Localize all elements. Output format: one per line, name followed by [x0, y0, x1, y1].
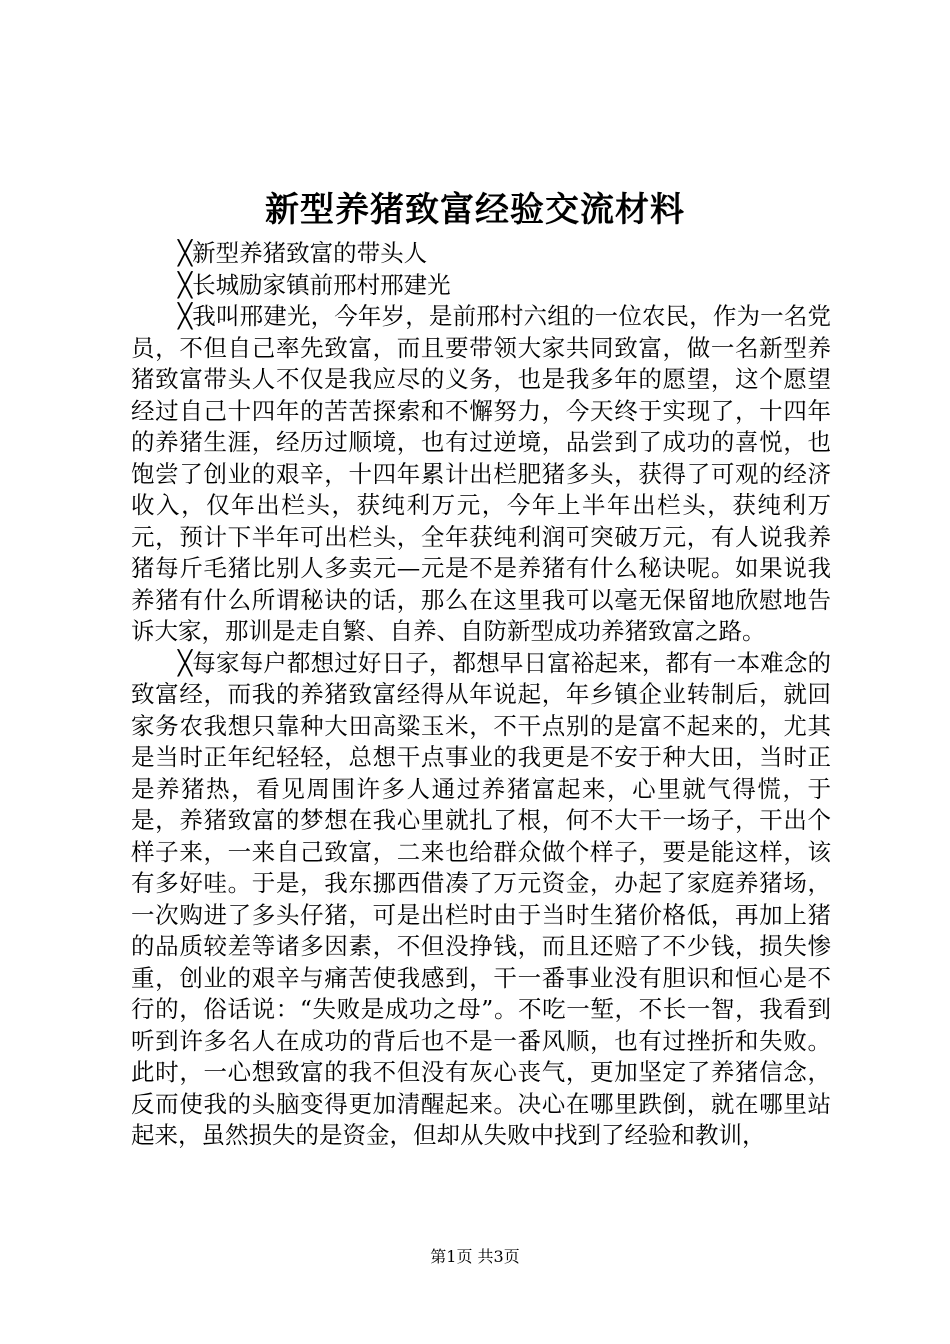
document-title: 新型养猪致富经验交流材料	[265, 190, 685, 230]
body-paragraph: ╳每家每户都想过好日子，都想早日富裕起来，都有一本难念的致富经，而我的养猪致富经得从年说起，年乡镇企业转制后，就回家务农我想只靠种大田高粱玉米，不干点别的是富不起来的，尤其是当时正年纪轻轻，总想干点事业的我更是不安于种大田，当时正是养猪热，看见周围许多人通过养猪富起来，心里就气得慌，于是，养猪致富的梦想在我心里就扎了根，何不大干一场子，干出个样子来，一来自己致富，二来也给群众做个样子，要是能这样，该有多好哇。于是，我东挪西借凑了万元资金，办起了家庭养猪场，一次购进了多头仔猪，可是出栏时由于当时生猪价格低，再加上猪的品质较差等诸多因素，不但没挣钱，而且还赔了不少钱，损失惨重，创业的艰辛与痛苦使我感到，干一番事业没有胆识和恒心是不行的，俗话说：“失败是成功之母”。不吃一堑，不长一智，我看到听到许多名人在成功的背后也不是一番风顺，也有过挫折和失败。此时，一心想致富的我不但没有灰心丧气，更加坚定了养猪信念，反而使我的头脑变得更加清醒起来。决心在哪里跌倒，就在哪里站起来，虽然损失的是资金，但却从失败中找到了经验和教训，	[131, 648, 831, 1149]
page-footer: 第1页 共3页	[430, 1247, 520, 1266]
document-body	[131, 238, 831, 1152]
author-line: ╳长城励家镇前邢村邢建光	[178, 270, 451, 299]
subtitle-line: ╳新型养猪致富的带头人	[178, 239, 428, 267]
body-paragraph: ╳我叫邢建光，今年岁，是前邢村六组的一位农民，作为一名党员，不但自己率先致富，而且要带领大家共同致富，做一名新型养猪致富带头人不仅是我应尽的义务，也是我多年的愿望，这个愿望经过自己十四年的苦苦探索和不懈努力，今天终于实现了，十四年的养猪生涯，经历过顺境，也有过逆境，品尝到了成功的喜悦，也饱尝了创业的艰辛，十四年累计出栏肥猪多头，获得了可观的经济收入，仅年出栏头，获纯利万元，今年上半年出栏头，获纯利万元，预计下半年可出栏头，全年获纯利润可突破万元，有人说我养猪每斤毛猪比别人多卖元—元是不是养猪有什么秘诀呢。如果说我养猪有什么所谓秘诀的话，那么在这里我可以毫无保留地欣慰地告诉大家，那训是走自繁、自养、自防新型成功养猪致富之路。	[131, 302, 831, 645]
